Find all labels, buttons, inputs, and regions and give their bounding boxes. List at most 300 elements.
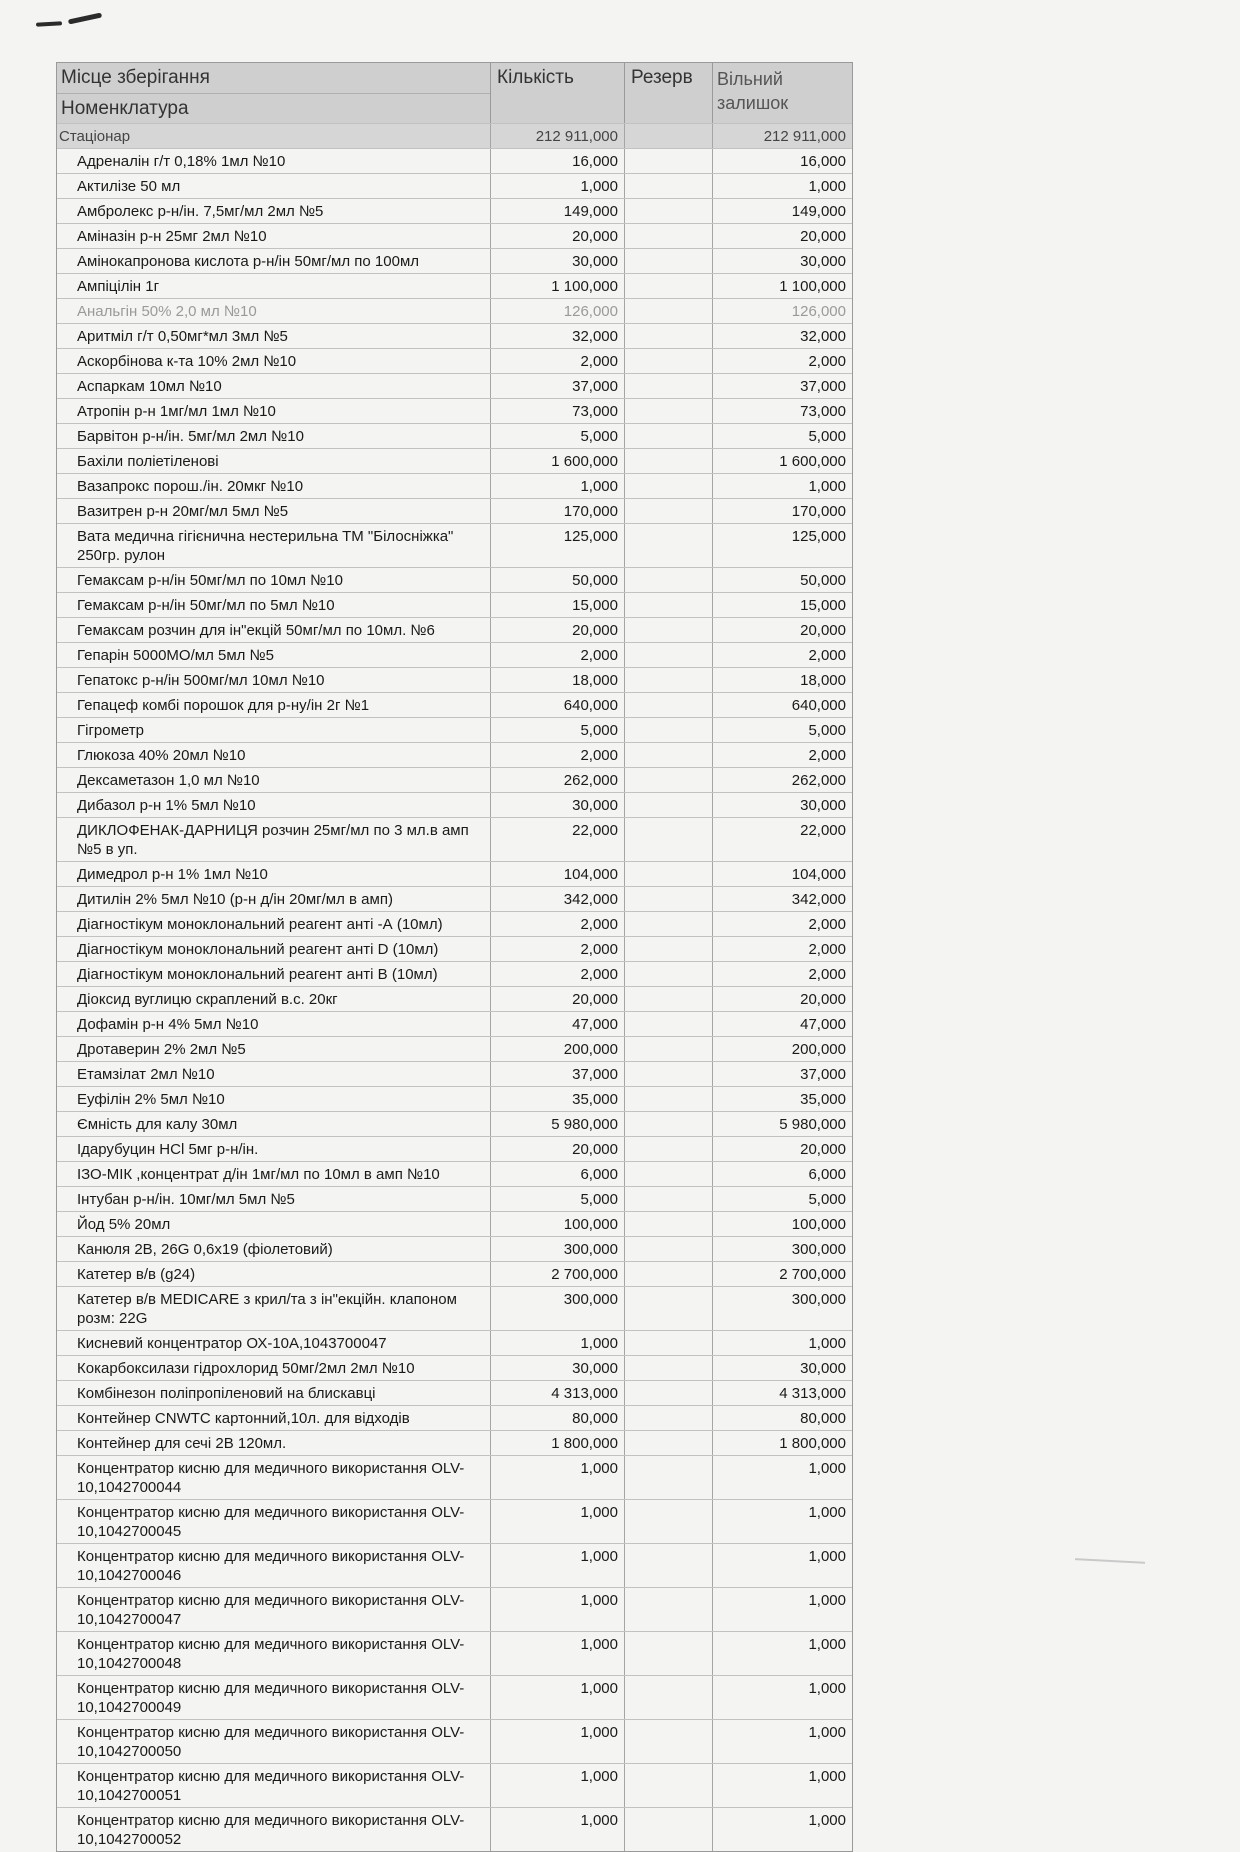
item-quantity: 1,000 bbox=[491, 1720, 625, 1763]
item-free: 200,000 bbox=[791, 1041, 846, 1058]
item-name: Діагностікум моноклональний реагент анті В (10мл) bbox=[57, 962, 491, 986]
item-quantity: 30,000 bbox=[491, 793, 625, 817]
item-name: Гемаксам р-н/ін 50мг/мл по 5мл №10 bbox=[57, 593, 491, 617]
item-free: 1,000 bbox=[808, 478, 846, 495]
item-free: 100,000 bbox=[791, 1216, 846, 1233]
table-row bbox=[57, 986, 852, 1011]
item-name: Аскорбінова к-та 10% 2мл №10 bbox=[57, 349, 491, 373]
item-free: 1,000 bbox=[808, 1460, 846, 1477]
item-reserve bbox=[625, 374, 713, 398]
item-free: 80,000 bbox=[800, 1410, 846, 1427]
item-reserve bbox=[625, 862, 713, 886]
item-reserve bbox=[625, 1381, 713, 1405]
item-name: Гемаксам розчин для ін"екцій 50мг/мл по 10мл. №6 bbox=[57, 618, 491, 642]
item-quantity: 1 100,000 bbox=[491, 274, 625, 298]
table-row bbox=[57, 1061, 852, 1086]
item-free: 300,000 bbox=[791, 1241, 846, 1258]
item-reserve bbox=[625, 1112, 713, 1136]
item-name: Барвітон р-н/ін. 5мг/мл 2мл №10 bbox=[57, 424, 491, 448]
table-row bbox=[57, 1763, 852, 1807]
item-quantity: 22,000 bbox=[491, 818, 625, 861]
item-free: 1,000 bbox=[808, 178, 846, 195]
item-name: Актилізе 50 мл bbox=[57, 174, 491, 198]
item-reserve bbox=[625, 743, 713, 767]
item-free: 6,000 bbox=[808, 1166, 846, 1183]
item-reserve bbox=[625, 1062, 713, 1086]
item-name: Катетер в/в (g24) bbox=[57, 1262, 491, 1286]
item-name: Кокарбоксилази гідрохлорид 50мг/2мл 2мл №10 bbox=[57, 1356, 491, 1380]
table-row bbox=[57, 423, 852, 448]
table-row bbox=[57, 1330, 852, 1355]
item-quantity: 18,000 bbox=[491, 668, 625, 692]
item-reserve bbox=[625, 1087, 713, 1111]
item-reserve bbox=[625, 718, 713, 742]
item-reserve bbox=[625, 1500, 713, 1543]
item-quantity: 262,000 bbox=[491, 768, 625, 792]
table-row bbox=[57, 1011, 852, 1036]
table-row bbox=[57, 373, 852, 398]
item-reserve bbox=[625, 1162, 713, 1186]
item-reserve bbox=[625, 1212, 713, 1236]
table-row bbox=[57, 936, 852, 961]
item-name: Діагностікум моноклональний реагент анті -А (10мл) bbox=[57, 912, 491, 936]
item-reserve bbox=[625, 224, 713, 248]
item-free: 2,000 bbox=[808, 353, 846, 370]
item-name: Йод 5% 20мл bbox=[57, 1212, 491, 1236]
item-free: 20,000 bbox=[800, 991, 846, 1008]
item-quantity: 300,000 bbox=[491, 1237, 625, 1261]
item-reserve bbox=[625, 1331, 713, 1355]
group-quantity: 212 911,000 bbox=[491, 124, 625, 148]
item-reserve bbox=[625, 643, 713, 667]
item-quantity: 15,000 bbox=[491, 593, 625, 617]
item-quantity: 1,000 bbox=[491, 1456, 625, 1499]
table-row bbox=[57, 1455, 852, 1499]
item-quantity: 1,000 bbox=[491, 1588, 625, 1631]
item-free: 2,000 bbox=[808, 916, 846, 933]
item-free: 1,000 bbox=[808, 1812, 846, 1829]
item-free: 32,000 bbox=[800, 328, 846, 345]
item-free: 1,000 bbox=[808, 1548, 846, 1565]
item-quantity: 1 600,000 bbox=[491, 449, 625, 473]
item-quantity: 37,000 bbox=[491, 374, 625, 398]
item-free: 30,000 bbox=[800, 797, 846, 814]
item-reserve bbox=[625, 962, 713, 986]
item-free: 2,000 bbox=[808, 747, 846, 764]
item-name: ДИКЛОФЕНАК-ДАРНИЦЯ розчин 25мг/мл по 3 мл.в амп №5 в уп. bbox=[57, 818, 491, 861]
table-row bbox=[57, 1286, 852, 1330]
table-row bbox=[57, 473, 852, 498]
item-name: Кисневий концентратор ОХ-10А,1043700047 bbox=[57, 1331, 491, 1355]
item-reserve bbox=[625, 1431, 713, 1455]
item-free: 342,000 bbox=[791, 891, 846, 908]
item-free: 35,000 bbox=[800, 1091, 846, 1108]
item-quantity: 5,000 bbox=[491, 718, 625, 742]
table-row bbox=[57, 1186, 852, 1211]
item-reserve bbox=[625, 1012, 713, 1036]
item-reserve bbox=[625, 1137, 713, 1161]
item-quantity: 100,000 bbox=[491, 1212, 625, 1236]
item-free: 30,000 bbox=[800, 1360, 846, 1377]
item-reserve bbox=[625, 1720, 713, 1763]
item-reserve bbox=[625, 1544, 713, 1587]
table-body bbox=[57, 148, 852, 1851]
header-quantity: Кількість bbox=[491, 63, 625, 123]
item-quantity: 5,000 bbox=[491, 1187, 625, 1211]
item-free: 104,000 bbox=[791, 866, 846, 883]
table-row bbox=[57, 667, 852, 692]
item-quantity: 126,000 bbox=[491, 299, 625, 323]
item-free: 126,000 bbox=[791, 303, 846, 320]
item-quantity: 4 313,000 bbox=[491, 1381, 625, 1405]
item-quantity: 640,000 bbox=[491, 693, 625, 717]
item-reserve bbox=[625, 149, 713, 173]
item-reserve bbox=[625, 912, 713, 936]
item-reserve bbox=[625, 668, 713, 692]
item-free: 18,000 bbox=[800, 672, 846, 689]
item-name: Гепацеф комбі порошок для р-ну/ін 2г №1 bbox=[57, 693, 491, 717]
item-name: Амінокапронова кислота р-н/ін 50мг/мл по 100мл bbox=[57, 249, 491, 273]
item-name: Атропін р-н 1мг/мл 1мл №10 bbox=[57, 399, 491, 423]
table-row bbox=[57, 567, 852, 592]
item-reserve bbox=[625, 818, 713, 861]
item-reserve bbox=[625, 399, 713, 423]
table-row bbox=[57, 886, 852, 911]
item-quantity: 1 800,000 bbox=[491, 1431, 625, 1455]
table-header bbox=[57, 62, 852, 123]
table-row bbox=[57, 1161, 852, 1186]
item-quantity: 2 700,000 bbox=[491, 1262, 625, 1286]
table-row bbox=[57, 298, 852, 323]
item-name: Гемаксам р-н/ін 50мг/мл по 10мл №10 bbox=[57, 568, 491, 592]
item-reserve bbox=[625, 1356, 713, 1380]
item-reserve bbox=[625, 1262, 713, 1286]
table-row bbox=[57, 767, 852, 792]
item-name: Концентратор кисню для медичного використання OLV-10,1042700044 bbox=[57, 1456, 491, 1499]
item-reserve bbox=[625, 299, 713, 323]
item-quantity: 32,000 bbox=[491, 324, 625, 348]
item-name: Гепарін 5000МО/мл 5мл №5 bbox=[57, 643, 491, 667]
item-name: Аспаркам 10мл №10 bbox=[57, 374, 491, 398]
item-quantity: 6,000 bbox=[491, 1162, 625, 1186]
item-quantity: 1,000 bbox=[491, 1500, 625, 1543]
item-name: Аміназін р-н 25мг 2мл №10 bbox=[57, 224, 491, 248]
item-quantity: 2,000 bbox=[491, 743, 625, 767]
item-name: Дибазол р-н 1% 5мл №10 bbox=[57, 793, 491, 817]
item-free: 1 100,000 bbox=[779, 278, 846, 295]
item-reserve bbox=[625, 768, 713, 792]
item-free: 5,000 bbox=[808, 1191, 846, 1208]
item-quantity: 1,000 bbox=[491, 1331, 625, 1355]
item-free: 1,000 bbox=[808, 1335, 846, 1352]
table-row bbox=[57, 1587, 852, 1631]
item-quantity: 300,000 bbox=[491, 1287, 625, 1330]
table-row bbox=[57, 1211, 852, 1236]
item-reserve bbox=[625, 499, 713, 523]
item-reserve bbox=[625, 524, 713, 567]
item-reserve bbox=[625, 937, 713, 961]
item-name: Катетер в/в MEDICARE з крил/та з ін"екційн. клапоном розм: 22G bbox=[57, 1287, 491, 1330]
item-name: Ємність для калу 30мл bbox=[57, 1112, 491, 1136]
item-free: 20,000 bbox=[800, 622, 846, 639]
item-free: 16,000 bbox=[800, 153, 846, 170]
table-row bbox=[57, 817, 852, 861]
table-row bbox=[57, 861, 852, 886]
item-reserve bbox=[625, 1632, 713, 1675]
table-row bbox=[57, 961, 852, 986]
item-reserve bbox=[625, 1037, 713, 1061]
table-row bbox=[57, 1111, 852, 1136]
table-row bbox=[57, 223, 852, 248]
stock-table bbox=[56, 62, 853, 1852]
item-quantity: 2,000 bbox=[491, 349, 625, 373]
table-row bbox=[57, 1236, 852, 1261]
item-quantity: 1,000 bbox=[491, 174, 625, 198]
item-name: Вазапрокс порош./ін. 20мкг №10 bbox=[57, 474, 491, 498]
header-location: Місце зберігання bbox=[57, 63, 490, 94]
item-free: 5,000 bbox=[808, 722, 846, 739]
item-reserve bbox=[625, 199, 713, 223]
item-quantity: 2,000 bbox=[491, 937, 625, 961]
item-reserve bbox=[625, 1808, 713, 1851]
item-quantity: 200,000 bbox=[491, 1037, 625, 1061]
item-name: Аритміл г/т 0,50мг*мл 3мл №5 bbox=[57, 324, 491, 348]
table-row bbox=[57, 1086, 852, 1111]
item-reserve bbox=[625, 618, 713, 642]
item-reserve bbox=[625, 349, 713, 373]
item-free: 262,000 bbox=[791, 772, 846, 789]
item-free: 1 600,000 bbox=[779, 453, 846, 470]
item-name: ІЗО-МІК ,концентрат д/ін 1мг/мл по 10мл в амп №10 bbox=[57, 1162, 491, 1186]
table-row bbox=[57, 1036, 852, 1061]
item-quantity: 80,000 bbox=[491, 1406, 625, 1430]
item-free: 37,000 bbox=[800, 378, 846, 395]
item-reserve bbox=[625, 1764, 713, 1807]
item-name: Гепатокс р-н/ін 500мг/мл 10мл №10 bbox=[57, 668, 491, 692]
table-row bbox=[57, 1631, 852, 1675]
item-free: 300,000 bbox=[791, 1291, 846, 1308]
item-free: 30,000 bbox=[800, 253, 846, 270]
item-free: 1,000 bbox=[808, 1636, 846, 1653]
item-name: Концентратор кисню для медичного використання OLV-10,1042700051 bbox=[57, 1764, 491, 1807]
table-row bbox=[57, 1430, 852, 1455]
item-quantity: 1,000 bbox=[491, 1544, 625, 1587]
item-quantity: 342,000 bbox=[491, 887, 625, 911]
table-row bbox=[57, 692, 852, 717]
item-reserve bbox=[625, 793, 713, 817]
item-free: 15,000 bbox=[800, 597, 846, 614]
item-reserve bbox=[625, 324, 713, 348]
table-row bbox=[57, 1807, 852, 1851]
table-row bbox=[57, 911, 852, 936]
item-quantity: 1,000 bbox=[491, 1676, 625, 1719]
item-free: 1,000 bbox=[808, 1680, 846, 1697]
item-quantity: 20,000 bbox=[491, 1137, 625, 1161]
item-free: 149,000 bbox=[791, 203, 846, 220]
item-reserve bbox=[625, 1676, 713, 1719]
item-name: Контейнер для сечі 2В 120мл. bbox=[57, 1431, 491, 1455]
item-name: Адреналін г/т 0,18% 1мл №10 bbox=[57, 149, 491, 173]
item-free: 1,000 bbox=[808, 1592, 846, 1609]
item-reserve bbox=[625, 424, 713, 448]
item-quantity: 1,000 bbox=[491, 1808, 625, 1851]
item-quantity: 35,000 bbox=[491, 1087, 625, 1111]
table-row bbox=[57, 498, 852, 523]
item-free: 1,000 bbox=[808, 1768, 846, 1785]
item-name: Амбролекс р-н/ін. 7,5мг/мл 2мл №5 bbox=[57, 199, 491, 223]
group-reserve bbox=[625, 124, 713, 148]
item-reserve bbox=[625, 274, 713, 298]
item-name: Комбінезон поліпропіленовий на блискавці bbox=[57, 1381, 491, 1405]
item-name: Анальгін 50% 2,0 мл №10 bbox=[57, 299, 491, 323]
item-name: Димедрол р-н 1% 1мл №10 bbox=[57, 862, 491, 886]
item-name: Дофамін р-н 4% 5мл №10 bbox=[57, 1012, 491, 1036]
item-name: Контейнер CNWTC картонний,10л. для відходів bbox=[57, 1406, 491, 1430]
item-free: 2 700,000 bbox=[779, 1266, 846, 1283]
item-free: 1,000 bbox=[808, 1504, 846, 1521]
item-name: Діагностікум моноклональний реагент анті D (10мл) bbox=[57, 937, 491, 961]
item-quantity: 20,000 bbox=[491, 224, 625, 248]
table-row bbox=[57, 1405, 852, 1430]
item-reserve bbox=[625, 1237, 713, 1261]
item-quantity: 37,000 bbox=[491, 1062, 625, 1086]
item-name: Діоксид вуглицю скраплений в.с. 20кг bbox=[57, 987, 491, 1011]
item-free: 2,000 bbox=[808, 941, 846, 958]
header-reserve: Резерв bbox=[625, 63, 713, 123]
group-free: 212 911,000 bbox=[763, 128, 846, 145]
item-reserve bbox=[625, 593, 713, 617]
item-name: Інтубан р-н/ін. 10мг/мл 5мл №5 bbox=[57, 1187, 491, 1211]
scan-mark bbox=[36, 21, 62, 26]
item-quantity: 16,000 bbox=[491, 149, 625, 173]
item-reserve bbox=[625, 1187, 713, 1211]
table-row bbox=[57, 173, 852, 198]
item-name: Ідарубуцин HCl 5мг р-н/ін. bbox=[57, 1137, 491, 1161]
item-free: 2,000 bbox=[808, 647, 846, 664]
item-quantity: 149,000 bbox=[491, 199, 625, 223]
item-name: Концентратор кисню для медичного використання OLV-10,1042700052 bbox=[57, 1808, 491, 1851]
item-quantity: 30,000 bbox=[491, 1356, 625, 1380]
item-free: 2,000 bbox=[808, 966, 846, 983]
item-name: Вата медична гігієнична нестерильна ТМ "Білосніжка" 250гр. рулон bbox=[57, 524, 491, 567]
item-free: 5 980,000 bbox=[779, 1116, 846, 1133]
table-row bbox=[57, 273, 852, 298]
item-free: 73,000 bbox=[800, 403, 846, 420]
item-name: Вазитрен р-н 20мг/мл 5мл №5 bbox=[57, 499, 491, 523]
table-row bbox=[57, 348, 852, 373]
table-row bbox=[57, 792, 852, 817]
table-row bbox=[57, 1136, 852, 1161]
table-row bbox=[57, 1355, 852, 1380]
item-name: Дексаметазон 1,0 мл №10 bbox=[57, 768, 491, 792]
item-quantity: 1,000 bbox=[491, 474, 625, 498]
table-row bbox=[57, 1543, 852, 1587]
item-reserve bbox=[625, 174, 713, 198]
table-row bbox=[57, 248, 852, 273]
item-quantity: 1,000 bbox=[491, 1632, 625, 1675]
item-quantity: 47,000 bbox=[491, 1012, 625, 1036]
item-free: 5,000 bbox=[808, 428, 846, 445]
item-quantity: 2,000 bbox=[491, 643, 625, 667]
table-row bbox=[57, 323, 852, 348]
header-free-balance: Вільний залишок bbox=[717, 69, 789, 113]
item-quantity: 125,000 bbox=[491, 524, 625, 567]
table-row bbox=[57, 617, 852, 642]
item-free: 640,000 bbox=[791, 697, 846, 714]
item-name: Концентратор кисню для медичного використання OLV-10,1042700050 bbox=[57, 1720, 491, 1763]
item-name: Гігрометр bbox=[57, 718, 491, 742]
item-reserve bbox=[625, 693, 713, 717]
item-reserve bbox=[625, 1456, 713, 1499]
table-row bbox=[57, 592, 852, 617]
item-reserve bbox=[625, 568, 713, 592]
table-row bbox=[57, 198, 852, 223]
group-row bbox=[57, 123, 852, 148]
table-row bbox=[57, 717, 852, 742]
item-quantity: 73,000 bbox=[491, 399, 625, 423]
table-row bbox=[57, 398, 852, 423]
item-name: Концентратор кисню для медичного використання OLV-10,1042700046 bbox=[57, 1544, 491, 1587]
item-free: 1 800,000 bbox=[779, 1435, 846, 1452]
item-free: 22,000 bbox=[800, 822, 846, 839]
group-name: Стаціонар bbox=[57, 124, 491, 148]
item-quantity: 20,000 bbox=[491, 987, 625, 1011]
item-free: 20,000 bbox=[800, 1141, 846, 1158]
item-free: 1,000 bbox=[808, 1724, 846, 1741]
table-row bbox=[57, 1675, 852, 1719]
item-name: Канюля 2В, 26G 0,6х19 (фіолетовий) bbox=[57, 1237, 491, 1261]
table-row bbox=[57, 742, 852, 767]
item-quantity: 30,000 bbox=[491, 249, 625, 273]
item-free: 4 313,000 bbox=[779, 1385, 846, 1402]
item-reserve bbox=[625, 474, 713, 498]
item-reserve bbox=[625, 249, 713, 273]
item-reserve bbox=[625, 1588, 713, 1631]
item-free: 170,000 bbox=[791, 503, 846, 520]
item-quantity: 5,000 bbox=[491, 424, 625, 448]
item-name: Ампіцілін 1г bbox=[57, 274, 491, 298]
item-free: 50,000 bbox=[800, 572, 846, 589]
item-name: Дротаверин 2% 2мл №5 bbox=[57, 1037, 491, 1061]
header-name-cell bbox=[57, 63, 491, 123]
item-free: 20,000 bbox=[800, 228, 846, 245]
item-name: Концентратор кисню для медичного використання OLV-10,1042700047 bbox=[57, 1588, 491, 1631]
item-name: Глюкоза 40% 20мл №10 bbox=[57, 743, 491, 767]
item-name: Еуфілін 2% 5мл №10 bbox=[57, 1087, 491, 1111]
table-row bbox=[57, 148, 852, 173]
item-name: Дитилін 2% 5мл №10 (р-н д/ін 20мг/мл в амп) bbox=[57, 887, 491, 911]
table-row bbox=[57, 448, 852, 473]
table-row bbox=[57, 1499, 852, 1543]
table-row bbox=[57, 523, 852, 567]
scan-artifact bbox=[1075, 1558, 1145, 1564]
item-free: 47,000 bbox=[800, 1016, 846, 1033]
item-reserve bbox=[625, 449, 713, 473]
item-quantity: 2,000 bbox=[491, 962, 625, 986]
item-reserve bbox=[625, 1406, 713, 1430]
item-quantity: 1,000 bbox=[491, 1764, 625, 1807]
table-row bbox=[57, 1380, 852, 1405]
item-name: Концентратор кисню для медичного використання OLV-10,1042700048 bbox=[57, 1632, 491, 1675]
item-reserve bbox=[625, 1287, 713, 1330]
item-free: 125,000 bbox=[791, 528, 846, 545]
item-quantity: 20,000 bbox=[491, 618, 625, 642]
item-quantity: 2,000 bbox=[491, 912, 625, 936]
item-reserve bbox=[625, 887, 713, 911]
item-quantity: 5 980,000 bbox=[491, 1112, 625, 1136]
item-quantity: 104,000 bbox=[491, 862, 625, 886]
item-name: Бахіли поліетіленові bbox=[57, 449, 491, 473]
